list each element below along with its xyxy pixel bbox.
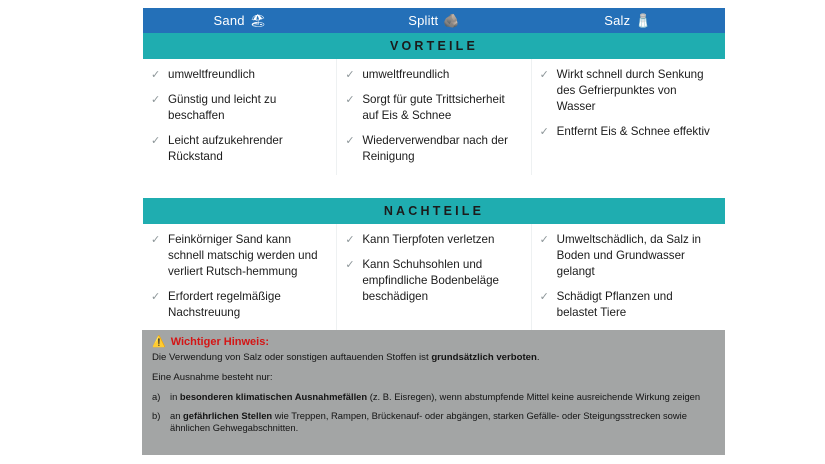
check-icon: ✓ bbox=[151, 69, 161, 81]
notice-item-suffix: wie Treppen, Rampen, Brückenauf- oder abgängen, starken Gefälle- oder Steigungsstrecken sowie ähnlichen Gehwegabschnitten. bbox=[170, 409, 687, 433]
bullet-item bbox=[540, 67, 715, 115]
notice-item-prefix: an bbox=[170, 409, 184, 421]
bullet-text: Wiederverwendbar nach der Reinigung bbox=[362, 134, 508, 163]
bullet-text: Feinkörniger Sand kann schnell matschig werden und verliert Rutsch-hemmung bbox=[168, 233, 318, 278]
table-column-headers bbox=[143, 8, 725, 33]
check-icon: ✓ bbox=[345, 135, 355, 147]
cell-vorteile-sand bbox=[143, 59, 337, 175]
bullet-item bbox=[345, 92, 520, 124]
bullet-item bbox=[540, 289, 715, 321]
section-body-vorteile bbox=[143, 59, 725, 175]
bullet-item bbox=[151, 92, 326, 124]
cell-vorteile-splitt bbox=[337, 59, 531, 175]
column-header-label: Sand bbox=[213, 13, 245, 28]
salt-shaker-icon: 🧂 bbox=[635, 13, 652, 28]
section-header-nachteile bbox=[143, 198, 725, 224]
notice-title-row bbox=[152, 336, 713, 348]
bullet-item bbox=[345, 257, 520, 305]
check-icon: ✓ bbox=[539, 69, 549, 81]
notice-item-suffix: (z. B. Eisregen), wenn abstumpfende Mittel keine ausreichende Wirkung zeigen bbox=[367, 391, 701, 402]
check-icon: ✓ bbox=[345, 94, 355, 106]
bullet-item bbox=[151, 133, 326, 165]
notice-intro-bold: grundsätzlich verboten bbox=[431, 352, 537, 363]
column-header-sand bbox=[143, 8, 337, 33]
cell-nachteile-sand bbox=[143, 224, 337, 331]
cell-nachteile-splitt bbox=[337, 224, 531, 331]
bullet-text: umweltfreundlich bbox=[168, 68, 255, 81]
check-icon: ✓ bbox=[151, 291, 161, 303]
section-body-nachteile bbox=[143, 224, 725, 331]
section-title: VORTEILE bbox=[389, 39, 479, 53]
beach-umbrella-icon: 🏖 bbox=[249, 13, 267, 28]
cell-nachteile-salz bbox=[532, 224, 725, 331]
notice-item-text bbox=[170, 391, 713, 404]
notice-intro bbox=[152, 351, 713, 364]
column-header-label: Splitt bbox=[408, 13, 439, 28]
warning-triangle-icon: ⚠️ bbox=[152, 335, 166, 348]
check-icon: ✓ bbox=[345, 259, 355, 271]
comparison-table bbox=[143, 8, 725, 331]
notice-intro-suffix: . bbox=[536, 352, 540, 363]
bullet-item bbox=[151, 67, 326, 83]
notice-item-marker: a) bbox=[152, 391, 161, 402]
check-icon: ✓ bbox=[151, 135, 161, 147]
check-icon: ✓ bbox=[539, 126, 549, 138]
notice-item-bold: gefährlichen Stellen bbox=[183, 409, 273, 421]
bullet-text: Entfernt Eis & Schnee effektiv bbox=[556, 125, 710, 138]
bullet-text: Umweltschädlich, da Salz in Boden und Grundwasser gelangt bbox=[556, 233, 701, 278]
bullet-text: umweltfreundlich bbox=[362, 68, 450, 81]
notice-item-text bbox=[170, 410, 713, 435]
bullet-item bbox=[540, 124, 715, 140]
bullet-text: Leicht aufzukehrender Rückstand bbox=[168, 134, 283, 163]
notice-item-b bbox=[152, 410, 713, 435]
check-icon: ✓ bbox=[539, 234, 549, 246]
notice-intro-prefix: Die Verwendung von Salz oder sonstigen auftauenden Stoffen ist bbox=[152, 352, 432, 363]
bullet-text: Erfordert regelmäßige Nachstreuung bbox=[168, 290, 281, 319]
check-icon: ✓ bbox=[345, 234, 355, 246]
notice-item-bold: besonderen klimatischen Ausnahmefällen bbox=[179, 391, 368, 402]
bullet-item bbox=[151, 232, 326, 280]
section-divider-gap bbox=[143, 175, 725, 198]
bullet-text: Kann Schuhsohlen und empfindliche Bodenbeläge beschädigen bbox=[362, 258, 499, 303]
check-icon: ✓ bbox=[151, 94, 161, 106]
bullet-item bbox=[345, 67, 520, 83]
bullet-item bbox=[345, 133, 520, 165]
bullet-item bbox=[151, 289, 326, 321]
bullet-text: Sorgt für gute Trittsicherheit auf Eis & Schnee bbox=[362, 93, 505, 122]
column-header-splitt bbox=[337, 8, 531, 33]
notice-item-prefix: in bbox=[170, 391, 180, 402]
notice-item-a bbox=[152, 391, 713, 404]
cell-vorteile-salz bbox=[532, 59, 725, 175]
bullet-text: Wirkt schnell durch Senkung des Gefrierpunktes von Wasser bbox=[556, 68, 704, 113]
check-icon: ✓ bbox=[539, 291, 549, 303]
column-header-salz bbox=[531, 8, 725, 33]
bullet-text: Kann Tierpfoten verletzen bbox=[362, 233, 495, 246]
bullet-item bbox=[345, 232, 520, 248]
bullet-text: Günstig und leicht zu beschaffen bbox=[168, 93, 277, 122]
important-notice-box bbox=[142, 330, 725, 455]
section-title: NACHTEILE bbox=[383, 204, 485, 218]
rock-icon: 🪨 bbox=[443, 13, 460, 28]
check-icon: ✓ bbox=[151, 234, 161, 246]
column-header-label: Salz bbox=[604, 13, 631, 28]
notice-item-marker: b) bbox=[152, 409, 161, 421]
section-header-vorteile bbox=[143, 33, 725, 59]
notice-title: Wichtiger Hinweis: bbox=[170, 336, 270, 348]
bullet-text: Schädigt Pflanzen und belastet Tiere bbox=[556, 290, 673, 319]
notice-exception-lead: Eine Ausnahme besteht nur: bbox=[152, 372, 273, 383]
check-icon: ✓ bbox=[345, 69, 355, 81]
bullet-item bbox=[540, 232, 715, 280]
